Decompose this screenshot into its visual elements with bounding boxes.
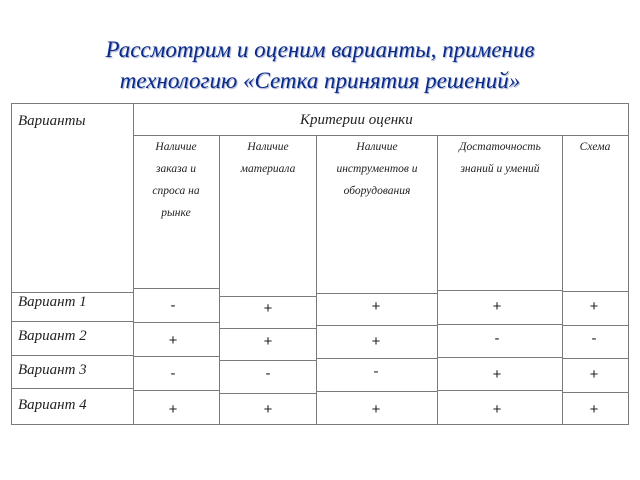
- corner-label: Варианты: [18, 113, 86, 129]
- cell-r1-c2: +: [263, 300, 273, 317]
- cell-r3-c5: +: [589, 366, 599, 383]
- cell-r2-c1: +: [168, 332, 178, 349]
- cell-r4-c4: +: [492, 401, 502, 418]
- row-line-1: [12, 289, 629, 297]
- title-line-1: Рассмотрим и оценим варианты, применив: [105, 37, 535, 62]
- cell-r4-c2: +: [263, 401, 273, 418]
- row-label-3: Вариант 3: [18, 362, 87, 378]
- cell-r1-c4: +: [492, 298, 502, 315]
- cell-r2-c2: +: [263, 333, 273, 350]
- title-line-2: технологию «Сетка принятия решений»: [119, 68, 521, 93]
- cell-r1-c3: +: [371, 298, 381, 315]
- column-header-demand: Наличие заказа и спроса на рынке: [152, 141, 200, 219]
- criteria-label: Критерии оценки: [300, 112, 413, 128]
- row-line-3: [12, 356, 629, 361]
- cell-r4-c5: +: [589, 401, 599, 418]
- cell-r2-c4: -: [494, 330, 500, 347]
- row-line-2: [12, 322, 629, 329]
- cell-r3-c2: -: [265, 365, 271, 382]
- column-header-material: Наличие материала: [240, 141, 296, 175]
- row-label-1: Вариант 1: [18, 294, 87, 310]
- row-label-2: Вариант 2: [18, 328, 87, 344]
- column-header-scheme: Схема: [579, 141, 611, 153]
- cell-r2-c3: +: [371, 333, 381, 350]
- row-label-4: Вариант 4: [18, 397, 87, 413]
- cell-r1-c1: -: [170, 297, 176, 314]
- cell-r3-c1: -: [170, 365, 176, 382]
- cell-r4-c3: +: [371, 401, 381, 418]
- column-header-tools: Наличие инструментов и оборудования: [336, 141, 418, 197]
- cell-r2-c5: -: [591, 330, 597, 347]
- row-line-4: [12, 389, 629, 394]
- cell-r3-c4: +: [492, 366, 502, 383]
- cell-r1-c5: +: [589, 298, 599, 315]
- cell-r4-c1: +: [168, 401, 178, 418]
- cell-r3-c3: -: [373, 363, 379, 380]
- column-header-skills: Достаточность знаний и умений: [459, 141, 541, 175]
